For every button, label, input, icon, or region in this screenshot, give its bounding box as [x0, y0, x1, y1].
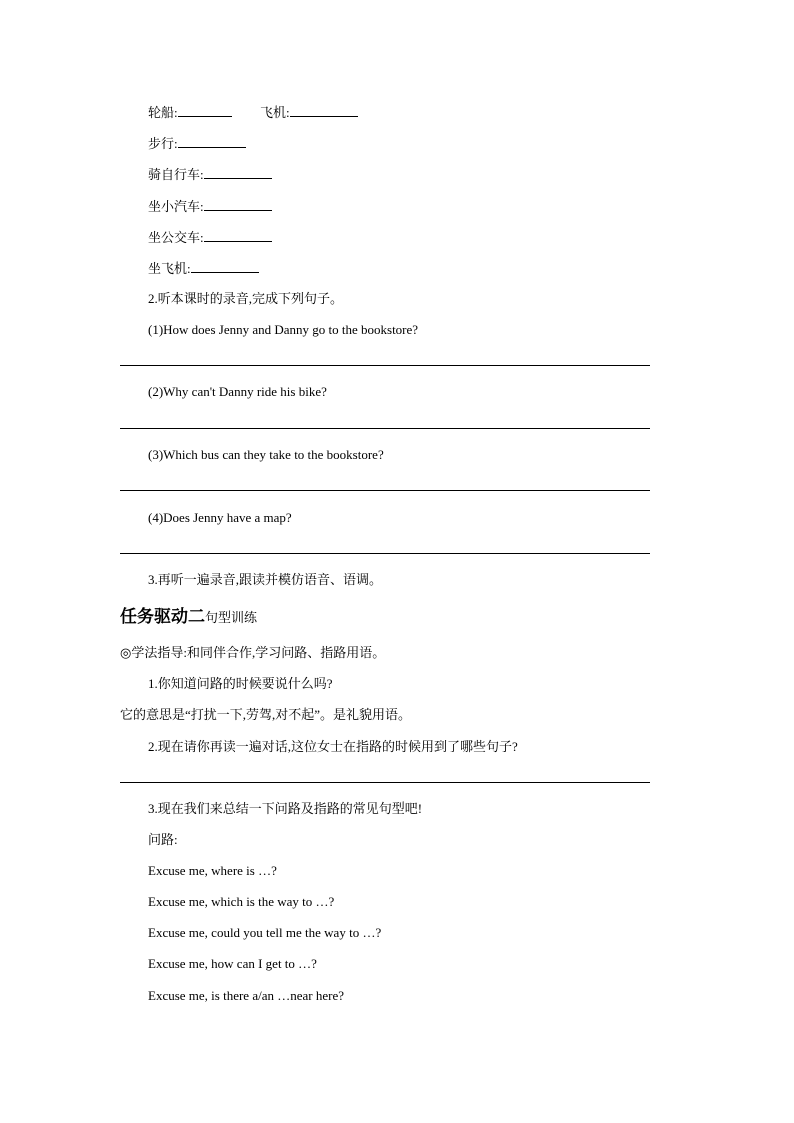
section-title: 任务驱动二: [120, 607, 205, 627]
listen-question-4: (4)Does Jenny have a map?: [148, 510, 292, 525]
pattern-item: Excuse me, which is the way to …?: [148, 894, 335, 909]
listen-question-2: (2)Why can't Danny ride his bike?: [148, 384, 327, 399]
ask-label: 问路:: [148, 832, 178, 847]
answer-blank[interactable]: [204, 166, 272, 179]
pattern-item: Excuse me, where is …?: [148, 863, 277, 878]
vocab-plane-label: 飞机:: [260, 105, 290, 120]
answer-line[interactable]: [120, 365, 650, 366]
answer-blank[interactable]: [204, 229, 272, 242]
answer-blank[interactable]: [204, 198, 272, 211]
answer-line[interactable]: [120, 553, 650, 554]
question-2: 2.现在请你再读一遍对话,这位女士在指路的时候用到了哪些句子?: [148, 739, 518, 754]
answer-blank[interactable]: [178, 135, 246, 148]
vocab-walk: [148, 135, 246, 152]
vocab-ship-label: 轮船:: [148, 105, 178, 120]
answer-blank[interactable]: [191, 260, 259, 273]
section-subtitle: 句型训练: [205, 610, 258, 625]
vocab-car-label: 坐小汽车:: [148, 199, 204, 214]
vocab-bike-label: 骑自行车:: [148, 167, 204, 182]
vocab-bus-label: 坐公交车:: [148, 230, 204, 245]
vocab-bike: [148, 166, 272, 183]
answer-line[interactable]: [120, 490, 650, 491]
section-heading: [120, 606, 257, 629]
answer-line[interactable]: [120, 428, 650, 429]
answer-blank[interactable]: [178, 104, 232, 117]
vocab-ship: [148, 104, 232, 121]
listen-question-1: (1)How does Jenny and Danny go to the bookstore?: [148, 322, 419, 337]
pattern-item: Excuse me, could you tell me the way to …?: [148, 925, 382, 940]
question-1: 1.你知道问路的时候要说什么吗?: [148, 676, 333, 691]
vocab-fly-label: 坐飞机:: [148, 261, 191, 276]
answer-blank[interactable]: [290, 104, 358, 117]
question-3: 3.现在我们来总结一下问路及指路的常见句型吧!: [148, 801, 423, 816]
vocab-plane: [260, 104, 358, 121]
listen-question-3: (3)Which bus can they take to the bookstore?: [148, 447, 384, 462]
listen-instruction: 2.听本课时的录音,完成下列句子。: [148, 291, 344, 306]
vocab-fly: [148, 260, 259, 277]
answer-line[interactable]: [120, 782, 650, 783]
pattern-item: Excuse me, is there a/an …near here?: [148, 988, 344, 1003]
pattern-item: Excuse me, how can I get to …?: [148, 956, 317, 971]
method-guide: ◎学法指导:和同伴合作,学习问路、指路用语。: [120, 645, 386, 660]
listen-repeat: 3.再听一遍录音,跟读并模仿语音、语调。: [148, 572, 383, 587]
vocab-car: [148, 198, 272, 215]
meaning-note: 它的意思是“打扰一下,劳驾,对不起”。是礼貌用语。: [120, 707, 412, 722]
vocab-bus: [148, 229, 272, 246]
vocab-walk-label: 步行:: [148, 136, 178, 151]
